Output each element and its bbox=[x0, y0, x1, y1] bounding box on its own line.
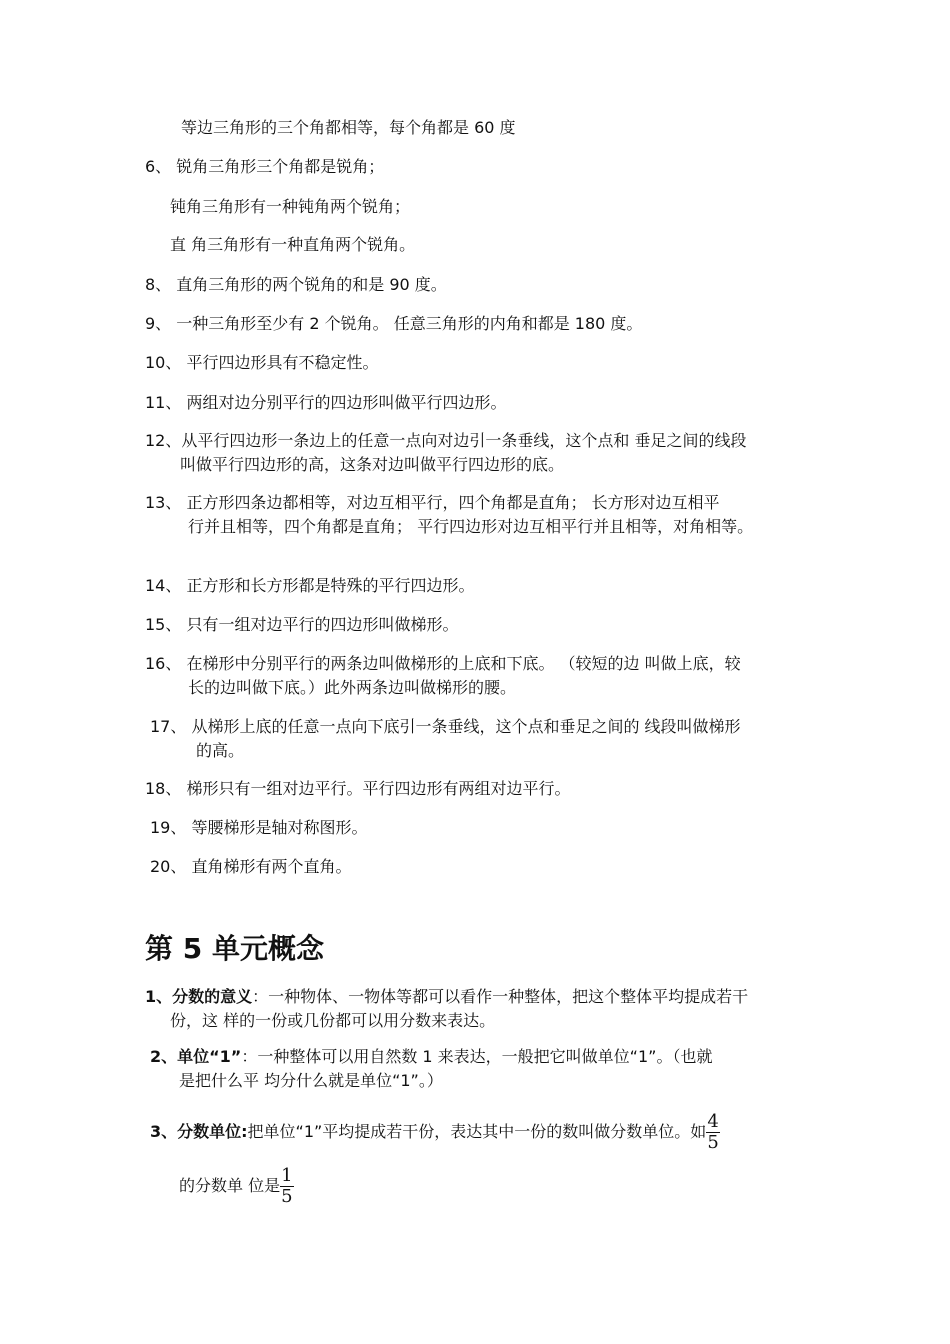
fraction-denominator: 5 bbox=[281, 1186, 293, 1207]
concept-1-cont: 份，这 样的一份或几份都可以用分数来表达。 bbox=[170, 1011, 496, 1030]
text-line: 等边三角形的三个角都相等，每个角都是 60 度 bbox=[181, 118, 516, 137]
concept-1-text: 一种物体、一物体等都可以看作一种整体，把这个整体平均提成若干 bbox=[268, 987, 749, 1006]
fraction-numerator: 1 bbox=[281, 1165, 293, 1186]
concept-1 bbox=[145, 985, 748, 1009]
concept-2-text: 一种整体可以用自然数 1 来表达，一般把它叫做单位“1”。（也就 bbox=[257, 1047, 713, 1066]
concept-1-sep: ： bbox=[252, 987, 269, 1006]
list-item-12-cont: 叫做平行四边形的高，这条对边叫做平行四边形的底。 bbox=[180, 455, 565, 474]
list-item-15: 15、 只有一组对边平行的四边形叫做梯形。 bbox=[145, 615, 459, 634]
list-item-19: 19、 等腰梯形是轴对称图形。 bbox=[150, 818, 368, 837]
concept-3-text: 把单位“1”平均提成若干份，表达其中一份的数叫做分数单位。如 bbox=[247, 1122, 707, 1141]
concept-3-cont bbox=[179, 1164, 294, 1208]
list-item-8: 8、 直角三角形的两个锐角的和是 90 度。 bbox=[145, 275, 447, 294]
list-item-13-cont: 行并且相等，四个角都是直角； 平行四边形对边互相平行并且相等，对角相等。 bbox=[188, 517, 754, 536]
concept-2-sep: ： bbox=[241, 1047, 258, 1066]
text-line: 直 角三角形有一种直角两个锐角。 bbox=[170, 235, 416, 254]
concept-3 bbox=[150, 1110, 720, 1154]
list-item-9: 9、 一种三角形至少有 2 个锐角。 任意三角形的内角和都是 180 度。 bbox=[145, 314, 643, 333]
section-heading: 第 5 单元概念 bbox=[145, 932, 324, 965]
fraction-denominator: 5 bbox=[707, 1132, 719, 1153]
list-item-16-cont: 长的边叫做下底。）此外两条边叫做梯形的腰。 bbox=[188, 678, 517, 697]
list-item-6: 6、 锐角三角形三个角都是锐角； bbox=[145, 157, 385, 176]
concept-3-label: 3、分数单位: bbox=[150, 1122, 248, 1141]
list-item-14: 14、 正方形和长方形都是特殊的平行四边形。 bbox=[145, 576, 475, 595]
list-item-17-cont: 的高。 bbox=[196, 741, 245, 760]
list-item-18: 18、 梯形只有一组对边平行。平行四边形有两组对边平行。 bbox=[145, 779, 571, 798]
list-item-12: 12、从平行四边形一条边上的任意一点向对边引一条垂线，这个点和 垂足之间的线段 bbox=[145, 431, 747, 450]
list-item-17: 17、 从梯形上底的任意一点向下底引一条垂线，这个点和垂足之间的 线段叫做梯形 bbox=[150, 717, 741, 736]
list-item-20: 20、 直角梯形有两个直角。 bbox=[150, 857, 352, 876]
concept-1-label: 1、分数的意义 bbox=[145, 987, 253, 1006]
list-item-13: 13、 正方形四条边都相等，对边互相平行，四个角都是直角； 长方形对边互相平 bbox=[145, 493, 720, 512]
fraction-numerator: 4 bbox=[707, 1111, 719, 1132]
concept-2-label: 2、单位“1” bbox=[150, 1047, 242, 1066]
concept-3-text-2: 的分数单 位是 bbox=[179, 1176, 281, 1195]
list-item-10: 10、 平行四边形具有不稳定性。 bbox=[145, 353, 379, 372]
list-item-16: 16、 在梯形中分别平行的两条边叫做梯形的上底和下底。 （较短的边 叫做上底，较 bbox=[145, 654, 741, 673]
concept-2 bbox=[150, 1045, 712, 1069]
fraction bbox=[706, 1112, 719, 1153]
fraction bbox=[280, 1166, 293, 1207]
list-item-11: 11、 两组对边分别平行的四边形叫做平行四边形。 bbox=[145, 393, 507, 412]
text-line: 钝角三角形有一种钝角两个锐角； bbox=[170, 197, 411, 216]
concept-2-cont: 是把什么平 均分什么就是单位“1”。） bbox=[179, 1071, 443, 1090]
